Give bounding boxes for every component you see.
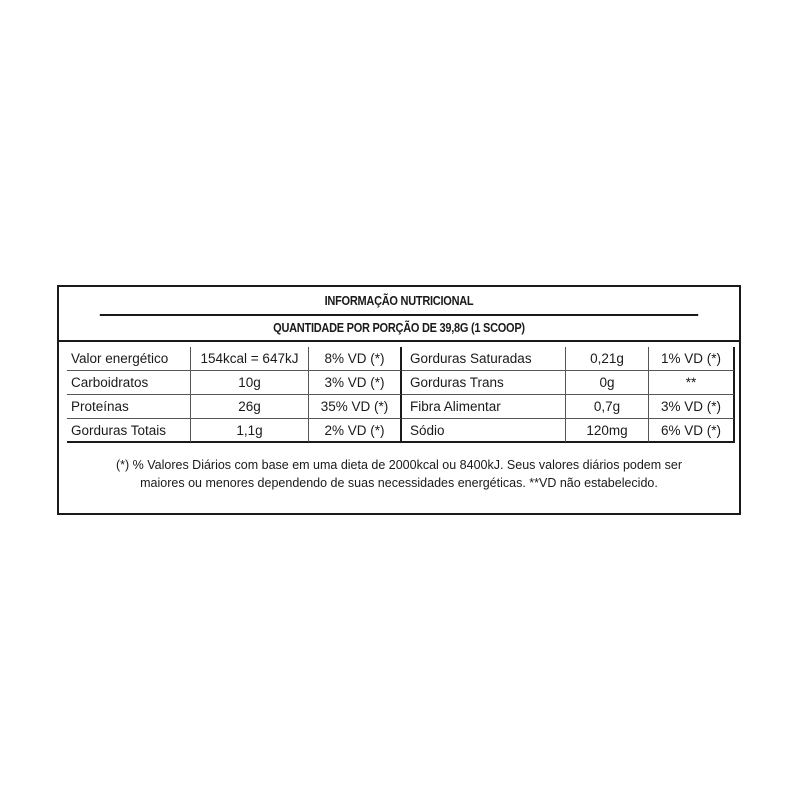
nutrient-daily-value: 2% VD (*) <box>309 419 402 443</box>
nutrient-daily-value: 3% VD (*) <box>309 371 402 395</box>
nutrient-daily-value: 6% VD (*) <box>649 419 735 443</box>
nutrient-name: Fibra Alimentar <box>402 395 566 419</box>
nutrient-amount: 0,7g <box>566 395 649 419</box>
nutrient-table-wrap <box>59 342 739 443</box>
nutrient-amount: 1,1g <box>191 419 309 443</box>
nutrient-table <box>67 347 725 443</box>
serving-size <box>59 316 739 342</box>
nutrient-name: Proteínas <box>67 395 191 419</box>
nutrient-daily-value: ** <box>649 371 735 395</box>
footnote <box>59 456 739 492</box>
label-title: INFORMAÇÃO NUTRICIONAL <box>100 287 698 316</box>
nutrient-amount: 120mg <box>566 419 649 443</box>
nutrient-daily-value: 1% VD (*) <box>649 347 735 371</box>
serving-size-text: QUANTIDADE POR PORÇÃO DE 39,8G (1 SCOOP) <box>273 321 525 335</box>
nutrient-amount: 26g <box>191 395 309 419</box>
nutrient-amount: 0g <box>566 371 649 395</box>
nutrient-name: Valor energético <box>67 347 191 371</box>
nutrient-daily-value: 8% VD (*) <box>309 347 402 371</box>
nutrient-amount: 154kcal = 647kJ <box>191 347 309 371</box>
nutrient-daily-value: 35% VD (*) <box>309 395 402 419</box>
nutrient-amount: 0,21g <box>566 347 649 371</box>
footnote-line: (*) % Valores Diários com base em uma dieta de 2000kcal ou 8400kJ. Seus valores diários podem ser <box>115 458 683 472</box>
nutrient-amount: 10g <box>191 371 309 395</box>
nutrient-name: Gorduras Totais <box>67 419 191 443</box>
nutrient-daily-value: 3% VD (*) <box>649 395 735 419</box>
nutrition-facts-label <box>57 285 741 515</box>
nutrient-name: Carboidratos <box>67 371 191 395</box>
nutrient-name: Sódio <box>402 419 566 443</box>
footnote-line: maiores ou menores dependendo de suas necessidades energéticas. **VD não estabelecido. <box>140 476 658 490</box>
nutrient-name: Gorduras Trans <box>402 371 566 395</box>
nutrient-name: Gorduras Saturadas <box>402 347 566 371</box>
